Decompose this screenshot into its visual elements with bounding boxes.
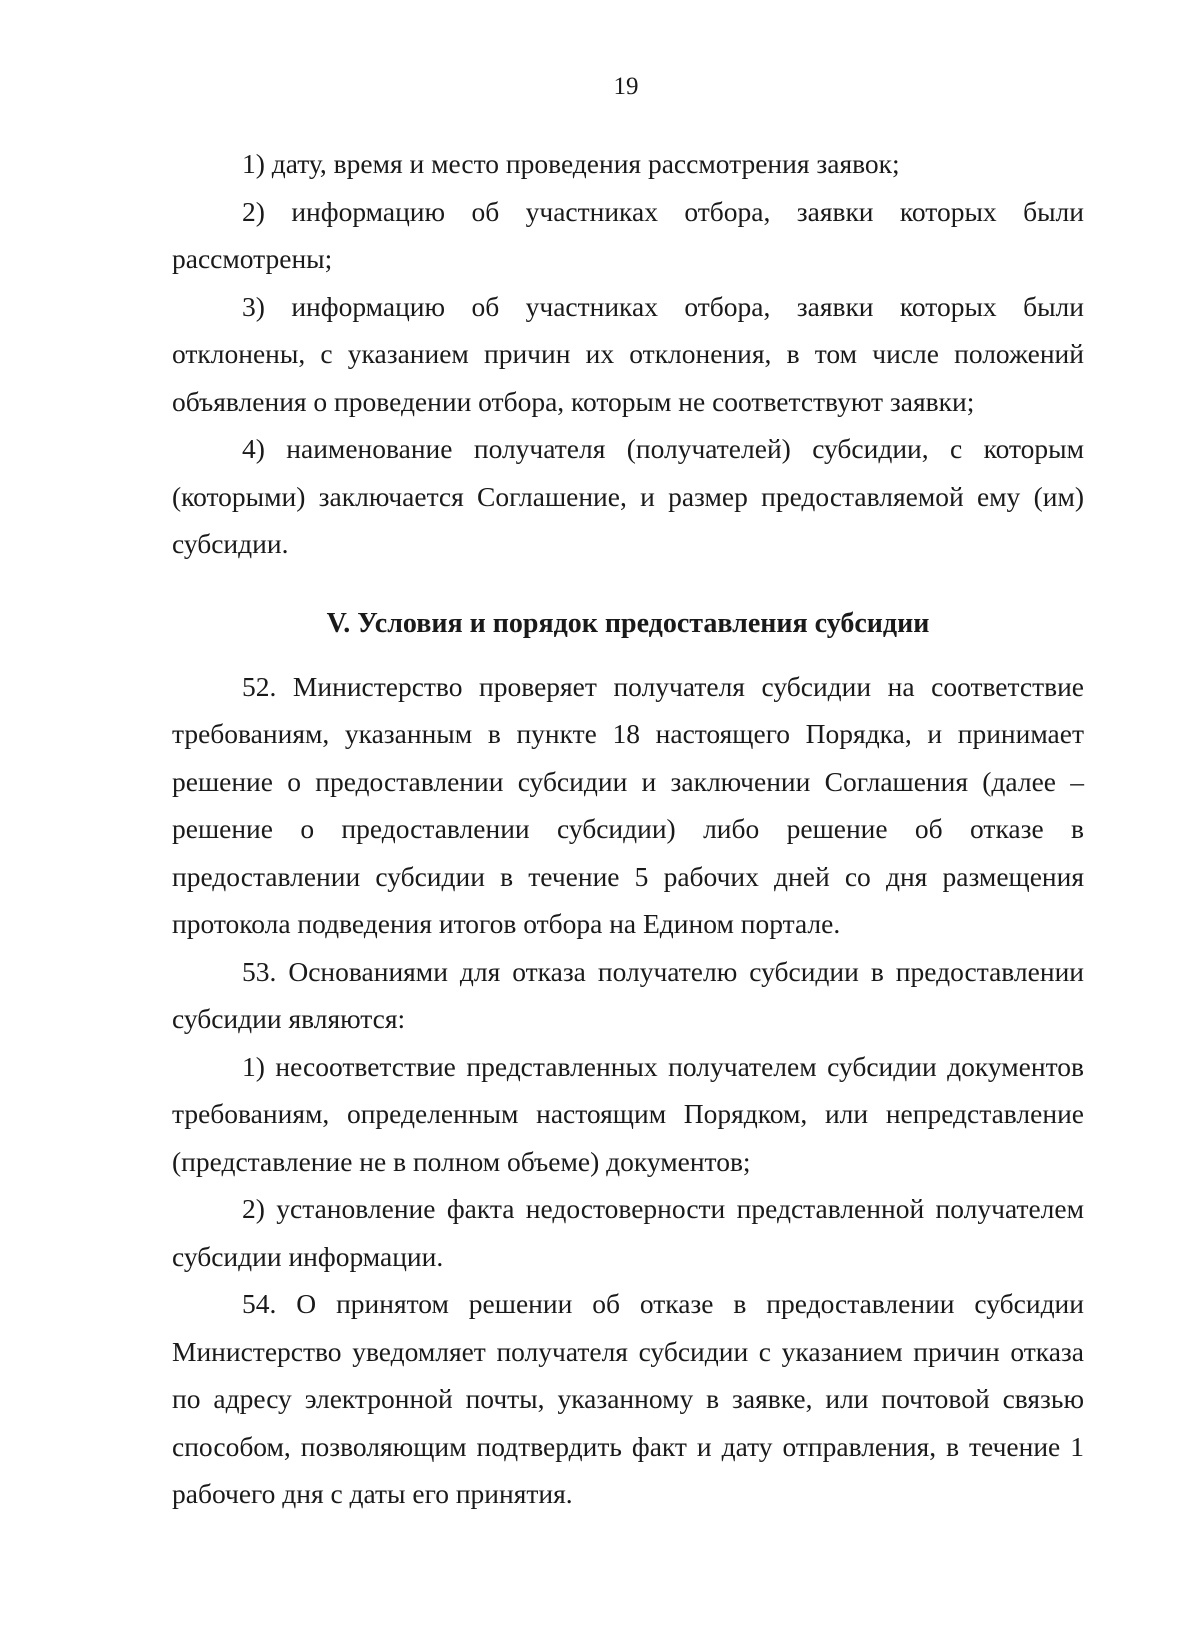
list-item-recipient-name: 4) наименование получателя (получателей) субсидии, с которым (которыми) заключается Соглашение, и размер предоставляемой ему (им) субсидии.: [172, 433, 1084, 559]
list-item-date-time-place: 1) дату, время и место проведения рассмотрения заявок;: [242, 148, 900, 179]
paragraph-53: 53. Основаниями для отказа получателю субсидии в предоставлении субсидии являются:: [172, 955, 1084, 1034]
paragraph-53-item-2: 2) установление факта недостоверности представленной получателем субсидии информации.: [172, 1193, 1084, 1272]
list-item-considered-participants: 2) информацию об участниках отбора, заявки которых были рассмотрены;: [172, 195, 1084, 274]
page-number: 19: [613, 73, 639, 100]
document-body: [172, 140, 1084, 1518]
paragraph-53-item-1: 1) несоответствие представленных получателем субсидии документов требованиям, определенным настоящим Порядком, или непредставление (представление не в полном объеме) документов;: [172, 1050, 1084, 1177]
list-item-rejected-participants: 3) информацию об участниках отбора, заявки которых были отклонены, с указанием причин их отклонения, в том числе положений объявления о проведении отбора, которым не соответствуют заявки;: [172, 290, 1084, 417]
section-heading: V. Условия и порядок предоставления субсидии: [326, 607, 930, 639]
paragraph-54: 54. О принятом решении об отказе в предоставлении субсидии Министерство уведомляет получателя субсидии с указанием причин отказа по адресу электронной почты, указанному в заявке, или почтовой связью способом, позволяющим подтвердить факт и дату отправления, в течение 1 рабочего дня с даты его принятия.: [172, 1288, 1084, 1509]
paragraph-52: 52. Министерство проверяет получателя субсидии на соответствие требованиям, указанным в пункте 18 настоящего Порядка, и принимает решение о предоставлении субсидии и заключении Соглашения (далее – решение о предоставлении субсидии) либо решение об отказе в предоставлении субсидии в течение 5 рабочих дней со дня размещения протокола подведения итогов отбора на Едином портале.: [172, 670, 1084, 939]
